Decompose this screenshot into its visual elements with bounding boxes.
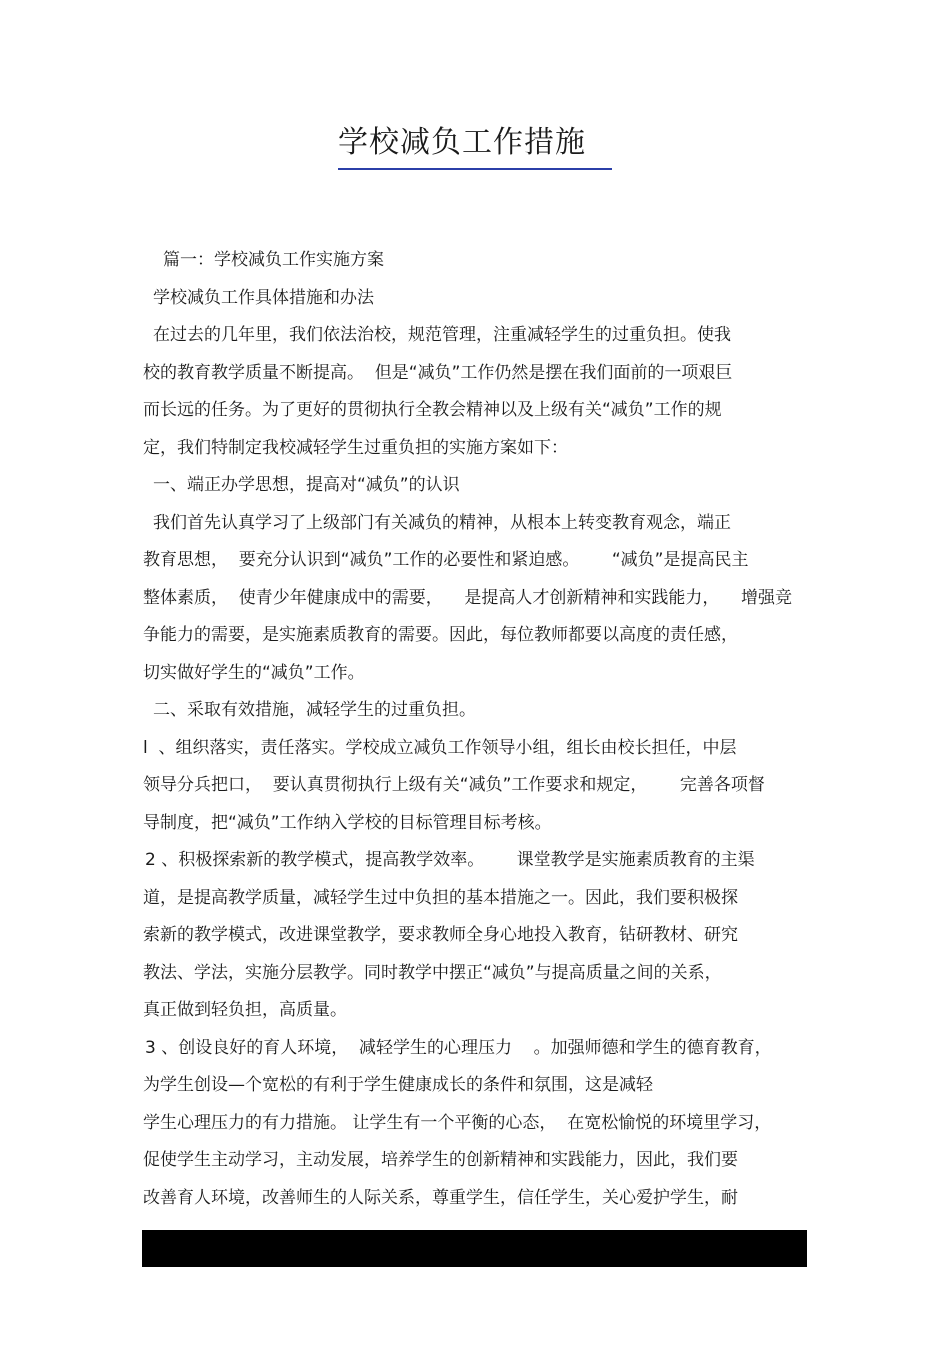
text-line: 改善育人环境，改善师生的人际关系，尊重学生，信任学生，关心爱护学生，耐: [143, 1188, 738, 1208]
redaction-bar: [142, 1230, 807, 1267]
document-title-wrapper: [0, 120, 950, 170]
text-line: 争能力的需要，是实施素质教育的需要。因此，每位教师都要以高度的责任感，: [143, 625, 738, 645]
text-line: 领导分兵把口， 要认真贯彻执行上级有关“减负”工作要求和规定， 完善各项督: [143, 775, 765, 795]
text-line: l 、组织落实，责任落实。学校成立减负工作领导小组，组长由校长担任，中层: [143, 738, 737, 758]
text-line: 道，是提高教学质量，减轻学生过中负担的基本措施之一。因此，我们要积极探: [143, 888, 738, 908]
section-heading: 二、采取有效措施，减轻学生的过重负担。: [153, 700, 476, 720]
text-line: 导制度，把“减负”工作纳入学校的目标管理目标考核。: [143, 813, 552, 833]
text-line: 2 、积极探索新的教学模式，提高教学效率。 课堂教学是实施素质教育的主渠: [145, 850, 755, 870]
text-line: 索新的教学模式，改进课堂教学，要求教师全身心地投入教育，钻研教材、研究: [143, 925, 738, 945]
text-line: 切实做好学生的“减负”工作。: [143, 663, 365, 683]
text-line: 校的教育教学质量不断提高。 但是“减负”工作仍然是摆在我们面前的一项艰巨: [143, 363, 733, 383]
text-line: 教育思想， 要充分认识到“减负”工作的必要性和紧迫感。 “减负”是提高民主: [143, 550, 749, 570]
text-line: 在过去的几年里，我们依法治校，规范管理，注重减轻学生的过重负担。使我: [153, 325, 731, 345]
text-line: 学生心理压力的有力措施。 让学生有一个平衡的心态， 在宽松愉悦的环境里学习，: [143, 1113, 772, 1133]
text-line: 促使学生主动学习，主动发展，培养学生的创新精神和实践能力，因此，我们要: [143, 1150, 738, 1170]
text-line: 3 、创设良好的育人环境， 减轻学生的心理压力 。加强师德和学生的德育教育，: [145, 1038, 772, 1058]
text-line: 真正做到轻负担，高质量。: [143, 1000, 347, 1020]
text-line: 篇一：学校减负工作实施方案: [163, 250, 384, 270]
text-line: 我们首先认真学习了上级部门有关减负的精神，从根本上转变教育观念，端正: [153, 513, 731, 533]
text-line: 而长远的任务。为了更好的贯彻执行全教会精神以及上级有关“减负”工作的规: [143, 400, 722, 420]
text-line: 定，我们特制定我校减轻学生过重负担的实施方案如下：: [143, 438, 568, 458]
document-title: 学校减负工作措施: [338, 120, 612, 170]
text-line: 学校减负工作具体措施和办法: [153, 288, 374, 308]
text-line: 教法、学法，实施分层教学。同时教学中摆正“减负”与提高质量之间的关系，: [143, 963, 722, 983]
text-line: 为学生创设—个宽松的有利于学生健康成长的条件和氛围，这是减轻: [143, 1075, 653, 1095]
text-line: 整体素质， 使青少年健康成中的需要， 是提高人才创新精神和实践能力， 增强竞: [143, 588, 793, 608]
section-heading: 一、端正办学思想，提高对“减负”的认识: [153, 475, 460, 495]
